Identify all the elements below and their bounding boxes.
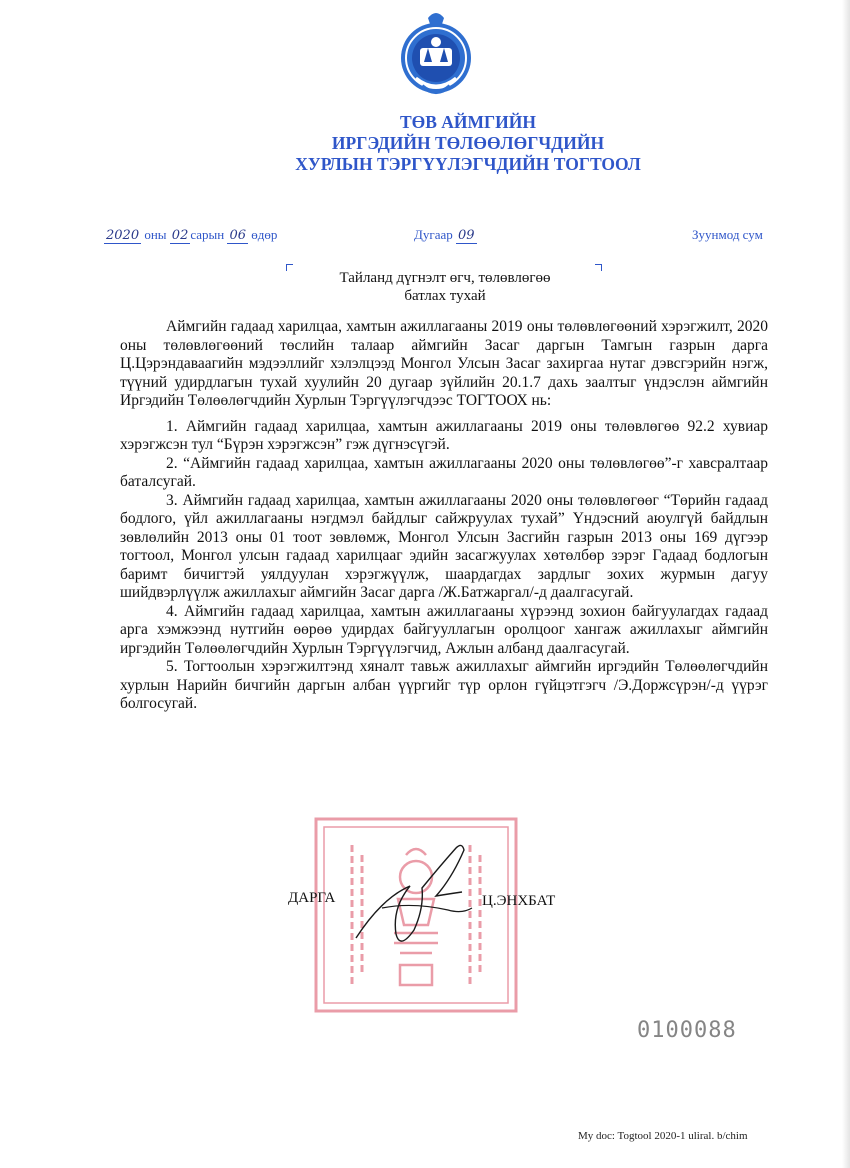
serial-number: 0100088 <box>637 1018 737 1043</box>
document-subject <box>300 269 590 305</box>
resolution-item-2: 2. “Аймгийн гадаад харилцаа, хамтын ажиллагааны 2020 оны төлөвлөгөө”-г хавсралтаар баталсугай. <box>120 454 768 490</box>
resolution-item-4: 4. Аймгийн гадаад харилцаа, хамтын ажиллагааны хүрээнд зохион байгуулагдах гадаад арга хэмжээнд нутгийн өөрөө удирдах байгууллагын оролцоог хангаж ажиллахыг аймгийн иргэдийн Төлөөлөгчдийн Хурлын Тэргүүлэгчид, Ажлын албанд даалгасугай. <box>120 602 768 657</box>
date-month: 02 <box>171 228 189 243</box>
resolution-item-5: 5. Тогтоолын хэрэгжилтэнд хяналт тавьж ажиллахыг аймгийн иргэдийн Төлөөлөгчдийн хурлын Нарийн бичгийн даргын албан үүргийг түр орлон гүйцэтгэгч /Э.Доржсүрэн/-д үүрэг болгосугай. <box>120 658 768 712</box>
subject-corner-mark-right <box>595 264 602 271</box>
document-body <box>120 318 768 714</box>
header-line-2: ИРГЭДИЙН ТӨЛӨӨЛӨГЧДИЙН <box>331 133 605 153</box>
signatory-name: Ц.ЭНХБАТ <box>482 893 556 909</box>
date-year: 2020 <box>106 228 140 243</box>
resolution-item-3: 3. Аймгийн гадаад харилцаа, хамтын ажиллагааны 2020 оны төлөвлөгөөг “Төрийн гадаад бодлого, үйл ажиллагааны нэгдмэл байдлыг сайжруулах тухай” Үндэсний аюулгүй байдлын зөвлөлийн 2013 оны 01 тоот зөвлөмж, Монгол Улсын Засгийн газрын 2013 оны 169 дүгээр тогтоол, Монгол улсын гадаад харилцааг эдийн засагжуулах хөтөлбөр зэрэг Гадаад бодлогын баримт бичигтэй уялдуулан хэрэгжүүлж, шаардагдах зардлыг зохих журмын дагуу шийдвэрлүүлж ажиллахыг аймгийн Засаг дарга /Ж.Батжаргал/-д даалгасугай. <box>120 491 768 601</box>
state-emblem-icon <box>398 8 474 104</box>
number-value: 09 <box>458 228 475 243</box>
date-day-label: өдөр <box>248 227 278 242</box>
date-month-label: сарын <box>190 227 228 242</box>
date-day: 06 <box>229 228 247 243</box>
handwritten-signature <box>352 838 476 954</box>
resolution-item-1: 1. Аймгийн гадаад харилцаа, хамтын ажиллагааны 2019 оны төлөвлөгөө 92.2 хувиар хэрэгжсэн тул “Бүрэн хэрэгжсэн” гэж дүгнэсүгэй. <box>120 417 768 453</box>
document-date <box>104 227 277 243</box>
document-header <box>240 112 696 175</box>
subject-line-1: Тайланд дүгнэлт өгч, төлөвлөгөө <box>339 270 551 286</box>
intro-paragraph: Аймгийн гадаад харилцаа, хамтын ажиллагааны 2019 оны төлөвлөгөөний хэрэгжилт, 2020 оны төлөвлөгөөний төслийн талаар аймгийн Засаг даргын Тамгын газрын дарга Ц.Цэрэндаваагийн мэдээллийг хэлэлцээд Монгол Улсын Засаг захиргаа нутаг дэвсгэрийн нэгж, түүний удирдлагын тухай хуулийн 20 дугаар зүйлийн 20.1.7 дахь заалтыг үндэслэн аймгийн Иргэдийн Төлөөлөгчдийн Хурлын Тэргүүлэгчдээс ТОГТООХ нь: <box>120 318 768 409</box>
footer-file-note: My doc: Togtool 2020-1 uliral. b/chim <box>578 1130 748 1142</box>
number-label: Дугаар <box>414 227 456 242</box>
document-place: Зуунмод сум <box>692 227 763 242</box>
subject-line-2: батлах тухай <box>404 288 486 304</box>
date-year-label: оны <box>141 227 170 242</box>
subject-corner-mark-left <box>286 264 293 271</box>
header-line-1: ТӨВ АЙМГИЙН <box>399 112 537 132</box>
header-line-3: ХУРЛЫН ТЭРГҮҮЛЭГЧДИЙН ТОГТООЛ <box>295 154 641 174</box>
page-edge-shadow <box>842 0 850 1168</box>
document-number <box>414 227 477 243</box>
signatory-title: ДАРГА <box>288 890 336 906</box>
